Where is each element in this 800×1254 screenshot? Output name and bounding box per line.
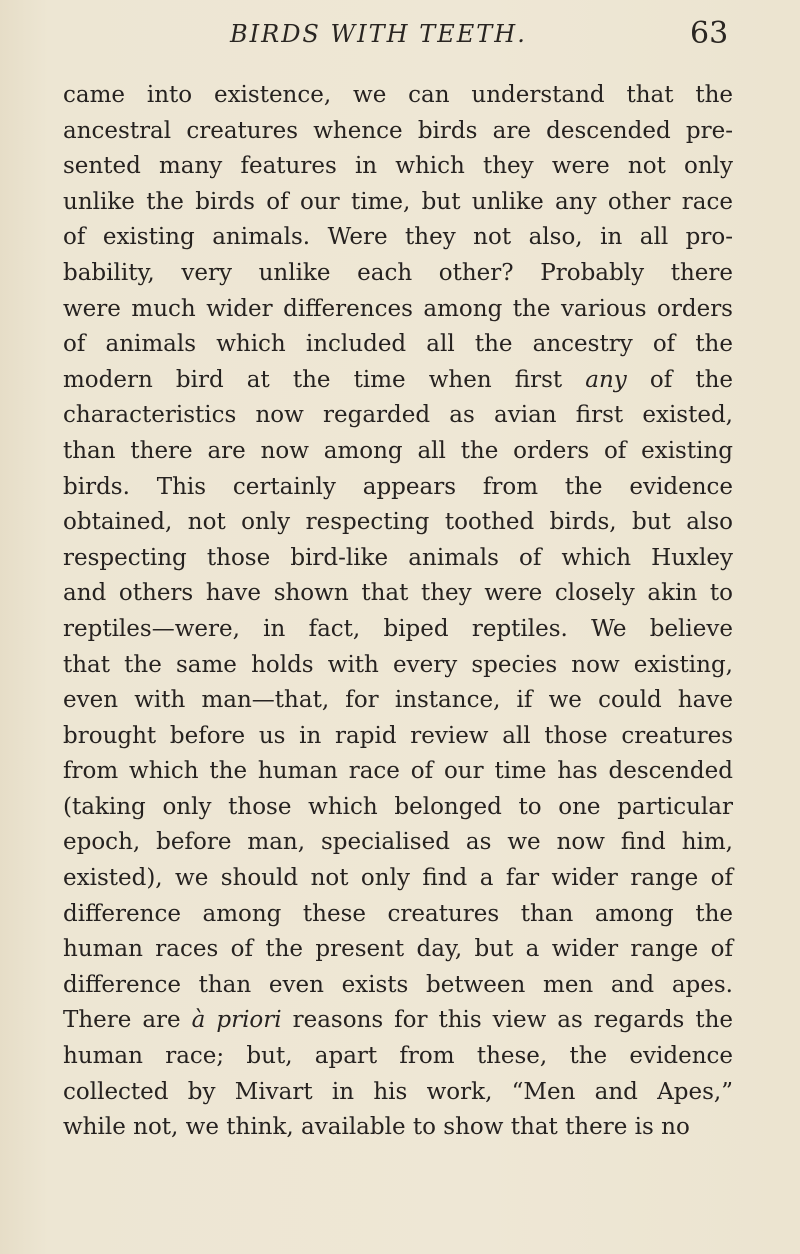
text-line: ancestral creatures whence birds are descended pre- xyxy=(63,117,733,144)
running-head xyxy=(0,16,800,56)
text-line: unlike the birds of our time, but unlike any other race xyxy=(63,188,733,215)
text-line: than there are now among all the orders of existing xyxy=(63,437,733,464)
text-line: from which the human race of our time has descended xyxy=(63,758,733,785)
text-line: human race; but, apart from these, the evidence xyxy=(63,1043,733,1070)
text-line: brought before us in rapid review all those creatures xyxy=(63,722,733,749)
emphasis-a-priori: à priori xyxy=(191,1007,282,1034)
text-line: that the same holds with every species now existing, xyxy=(63,651,733,678)
body-text xyxy=(63,78,733,1146)
text-line: There are à priori reasons for this view as regards the xyxy=(63,1007,734,1034)
text-line: existed), we should not only find a far wider range of xyxy=(63,865,733,892)
text-line: collected by Mivart in his work, “Men and Apes,” xyxy=(63,1078,733,1105)
text-line: of existing animals. Were they not also, in all pro- xyxy=(63,224,733,251)
text-line: sented many features in which they were not only xyxy=(63,153,733,180)
running-title: BIRDS WITH TEETH. xyxy=(230,20,527,48)
text-line: even with man—that, for instance, if we could have xyxy=(63,687,733,714)
text-line: were much wider differences among the various orders xyxy=(63,295,733,322)
text-line: obtained, not only respecting toothed birds, but also xyxy=(63,509,733,536)
emphasis-any: any xyxy=(585,366,627,393)
text-line: difference among these creatures than among the xyxy=(63,900,733,927)
text-line: birds. This certainly appears from the evidence xyxy=(63,473,733,500)
text-line: difference than even exists between men and apes. xyxy=(63,971,733,998)
text-line: (taking only those which belonged to one particular xyxy=(63,793,733,820)
page-number: 63 xyxy=(690,16,729,51)
text-line: bability, very unlike each other? Probably there xyxy=(63,259,733,286)
text-line: human races of the present day, but a wider range of xyxy=(63,936,733,963)
text-line: respecting those bird-like animals of which Huxley xyxy=(63,544,733,571)
text-line: of animals which included all the ancestry of the xyxy=(63,331,733,358)
text-line: epoch, before man, specialised as we now find him, xyxy=(63,829,733,856)
text-line: modern bird at the time when first any of the xyxy=(63,366,733,393)
text-line: reptiles—were, in fact, biped reptiles. We believe xyxy=(63,615,733,642)
text-line: came into existence, we can understand that the xyxy=(63,82,733,108)
text-line: while not, we think, available to show that there is no xyxy=(63,1114,690,1141)
text-line: characteristics now regarded as avian first existed, xyxy=(63,402,733,429)
text-line: and others have shown that they were closely akin to xyxy=(63,580,733,607)
